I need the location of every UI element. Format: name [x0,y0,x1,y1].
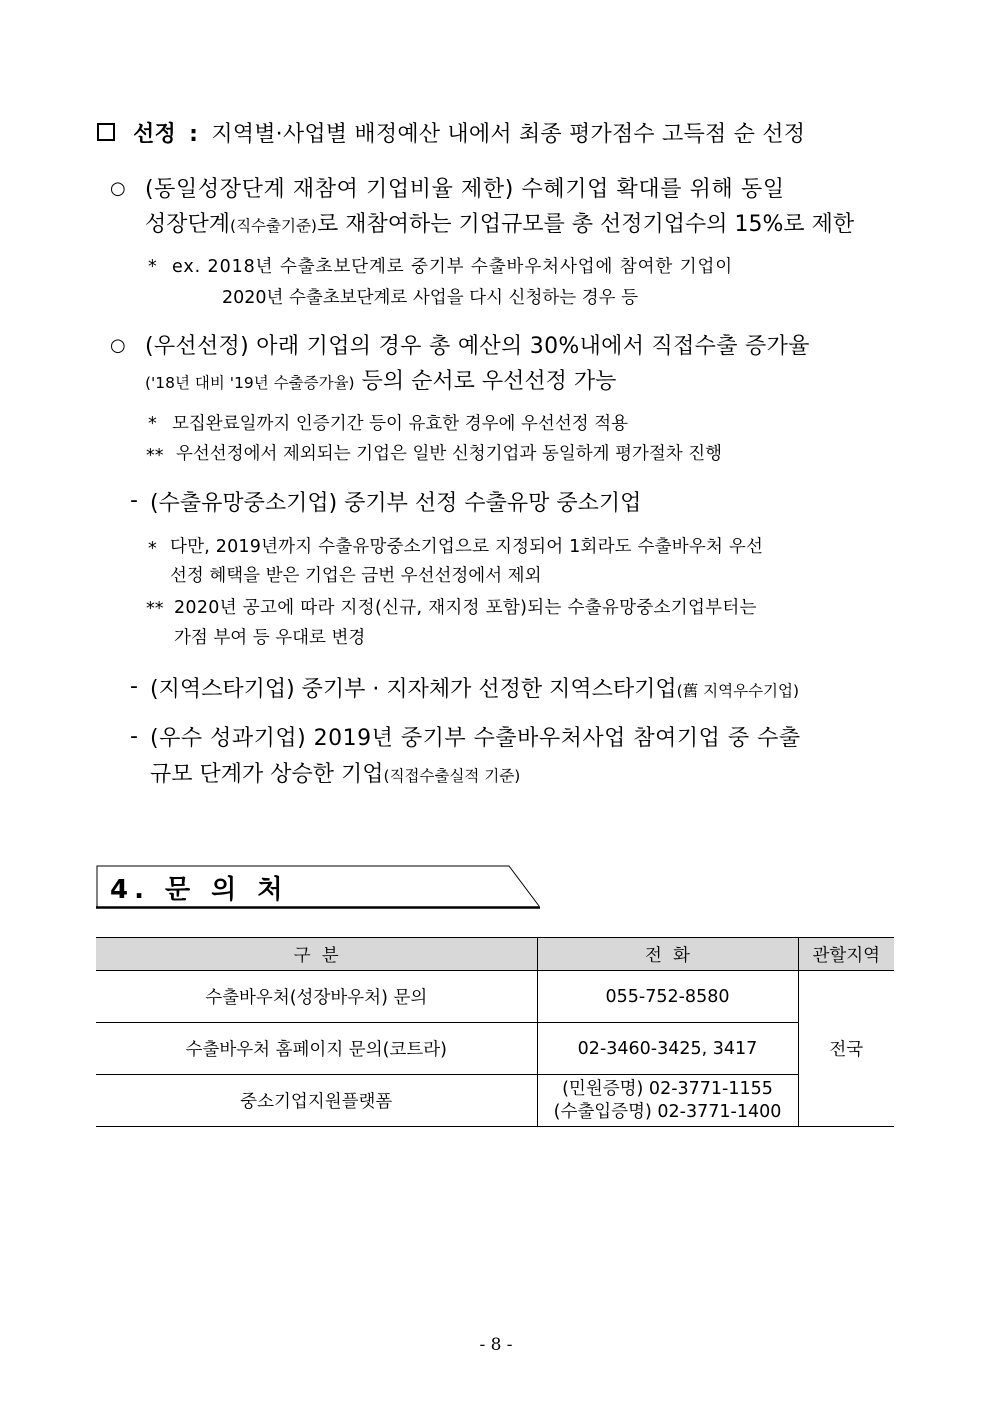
item-text: (동일성장단계 재참여 기업비율 제한) 수혜기업 확대를 위해 동일 [145,177,785,202]
note-text: 가점 부여 등 우대로 변경 [174,628,366,648]
sub-item-text-part: (직접수출실적 기준) [383,767,521,785]
bullet-circle-icon: ○ [110,335,126,356]
item-text-part: 로 재참여하는 기업규모를 총 선정기업수의 15%로 제한 [316,212,855,237]
cell-phone [537,1075,798,1127]
note-text: 선정 혜택을 받은 기업은 금번 우선선정에서 제외 [170,566,542,586]
checkbox-square-icon [97,123,115,141]
note-text: 다만, 2019년까지 수출유망중소기업으로 지정되어 1회라도 수출바우처 우선 [170,537,764,557]
note-mark: ** [146,446,164,466]
cell-category: 중소기업지원플랫폼 [96,1075,537,1127]
section-title: 4. 문 의 처 [110,875,289,905]
item-text-part: 성장단계 [145,212,231,237]
selection-label: 선정 [133,122,176,147]
header-region: 관할지역 [798,938,894,971]
phone-line: (민원증명) 02-3771-1155 [562,1078,773,1099]
page-number: - 8 - [479,1335,513,1355]
sub-item-text-part: 규모 단계가 상승한 기업 [150,762,384,787]
item-text-part: (직수출기준) [230,217,317,235]
note-mark: * [148,414,157,434]
selection-text: 지역별·사업별 배정예산 내에서 최종 평가점수 고득점 순 선정 [211,122,806,147]
phone-line: (수출입증명) 02-3771-1400 [553,1101,782,1122]
table-row [96,971,894,1023]
table-header-row [96,938,894,971]
dash-bullet: - [130,674,138,699]
item-text: (우선선정) 아래 기업의 경우 총 예산의 30%내에서 직접수출 증가율 [145,334,810,359]
cell-phone: 02-3460-3425, 3417 [537,1023,798,1075]
bullet-circle-icon: ○ [110,178,126,199]
contact-table [96,937,894,1127]
note-mark: * [148,257,157,277]
note-text: 2020년 공고에 따라 지정(신규, 재지정 포함)되는 수출유망중소기업부터는 [174,598,757,618]
dash-bullet: - [130,724,138,749]
sub-item-text-part: (지역스타기업) 중기부 · 지자체가 선정한 지역스타기업 [150,677,677,702]
selection-heading [133,117,805,148]
sub-item-text: (수출유망중소기업) 중기부 선정 수출유망 중소기업 [150,491,642,516]
note-text: 모집완료일까지 인증기간 등이 유효한 경우에 우선선정 적용 [172,414,628,434]
sub-item-text [150,672,799,703]
table-row [96,1023,894,1075]
sub-item-text-part: (舊 지역우수기업) [676,682,800,700]
note-mark: * [148,539,157,559]
dash-bullet: - [130,488,138,513]
note-mark: ** [146,599,164,619]
note-text: 우선선정에서 제외되는 기업은 일반 신청기업과 동일하게 평가절차 진행 [176,444,723,464]
item-text [145,207,854,238]
item-text [145,364,616,395]
cell-category: 수출바우처 홈페이지 문의(코트라) [96,1023,537,1075]
sub-item-text [150,757,520,788]
cell-category: 수출바우처(성장바우처) 문의 [96,971,537,1023]
table-row [96,1075,894,1127]
note-text: 2020년 수출초보단계로 사업을 다시 신청하는 경우 등 [222,288,639,308]
selection-colon: : [189,122,199,147]
cell-phone: 055-752-8580 [537,971,798,1023]
item-text-part: ('18년 대비 '19년 수출증가율) [145,374,355,392]
item-text-part: 등의 순서로 우선선정 가능 [361,369,617,394]
sub-item-text: (우수 성과기업) 2019년 중기부 수출바우처사업 참여기업 중 수출 [150,726,801,751]
cell-region: 전국 [798,971,894,1127]
header-category: 구 분 [96,938,537,971]
header-phone: 전 화 [537,938,798,971]
note-text: ex. 2018년 수출초보단계로 중기부 수출바우처사업에 참여한 기업이 [172,257,734,277]
section-header-box [96,865,540,909]
